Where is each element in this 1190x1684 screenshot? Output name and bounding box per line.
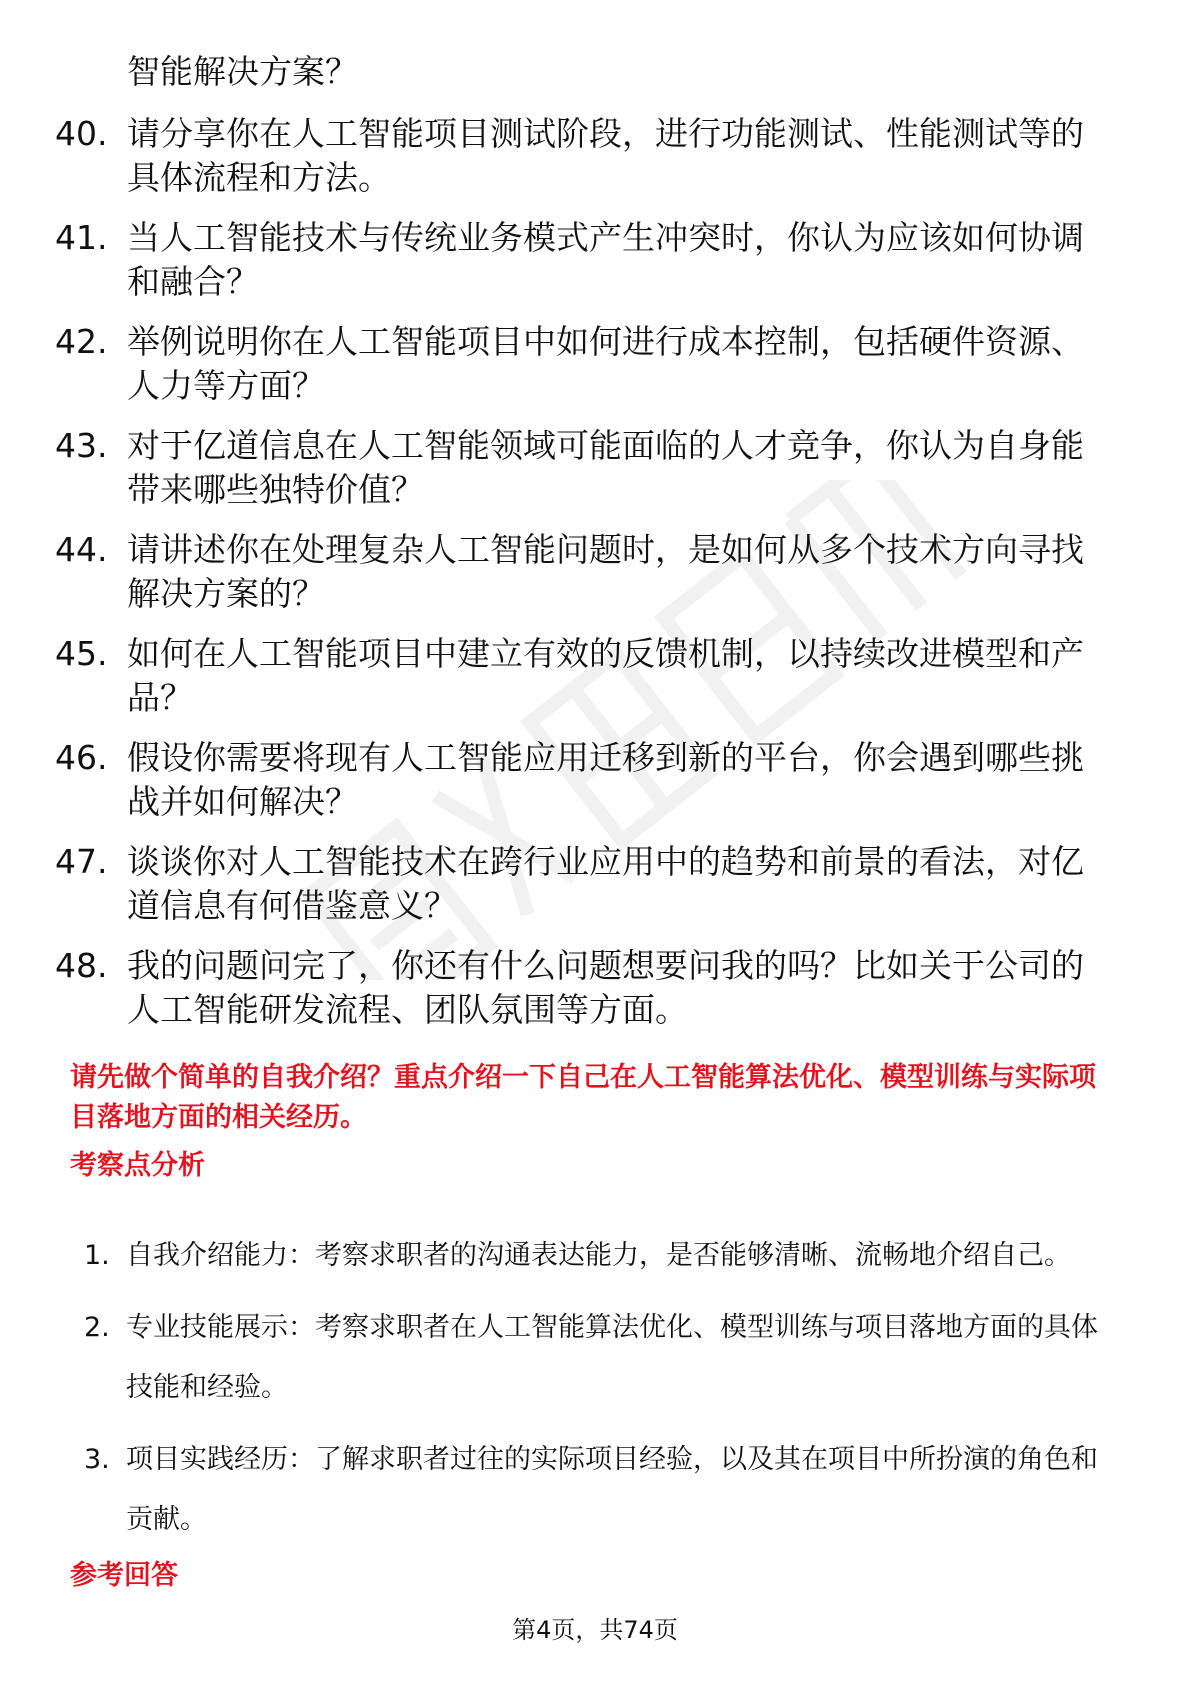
analysis-heading: 考察点分析: [70, 1150, 205, 1181]
reference-answer-heading: 参考回答: [70, 1560, 178, 1591]
question-number: 46.: [55, 738, 108, 777]
question-number: 40.: [55, 114, 108, 153]
question-text: 谈谈你对人工智能技术在跨行业应用中的趋势和前景的看法，对亿道信息有何借鉴意义？: [127, 842, 1084, 925]
question-number: 43.: [55, 426, 108, 465]
analysis-point-text: 专业技能展示：考察求职者在人工智能算法优化、模型训练与项目落地方面的具体技能和经验。: [126, 1312, 1098, 1403]
question-item: [55, 424, 1115, 512]
question-number: 45.: [55, 634, 108, 673]
continued-question-text: 智能解决方案？: [127, 52, 358, 91]
analysis-point-number: 1.: [84, 1240, 110, 1271]
analysis-point-number: 3.: [84, 1444, 110, 1475]
analysis-point-number: 2.: [84, 1312, 110, 1343]
question-item: [55, 216, 1115, 304]
question-text: 请分享你在人工智能项目测试阶段，进行功能测试、性能测试等的具体流程和方法。: [127, 114, 1084, 197]
highlight-question-heading: 请先做个简单的自我介绍？重点介绍一下自己在人工智能算法优化、模型训练与实际项目落地方面的相关经历。: [70, 1062, 1096, 1133]
question-number: 47.: [55, 842, 108, 881]
question-text: 举例说明你在人工智能项目中如何进行成本控制，包括硬件资源、人力等方面？: [127, 322, 1084, 405]
question-item: [55, 112, 1115, 200]
question-number: 48.: [55, 946, 108, 985]
question-number: 44.: [55, 530, 108, 569]
page-footer: 第4页，共74页: [512, 1616, 678, 1644]
analysis-point: [84, 1298, 1124, 1418]
question-item: [55, 736, 1115, 824]
analysis-point: [84, 1226, 1124, 1286]
question-text: 假设你需要将现有人工智能应用迁移到新的平台，你会遇到哪些挑战并如何解决？: [127, 738, 1084, 821]
question-item: [55, 320, 1115, 408]
question-number: 42.: [55, 322, 108, 361]
analysis-point-list: [84, 1226, 1124, 1562]
question-text: 我的问题问完了，你还有什么问题想要问我的吗？比如关于公司的人工智能研发流程、团队氛围等方面。: [127, 946, 1084, 1029]
question-list: [55, 112, 1115, 1048]
question-item: [55, 528, 1115, 616]
question-item: [55, 632, 1115, 720]
question-text: 当人工智能技术与传统业务模式产生冲突时，你认为应该如何协调和融合？: [127, 218, 1084, 301]
analysis-point-text: 项目实践经历：了解求职者过往的实际项目经验，以及其在项目中所扮演的角色和贡献。: [126, 1444, 1098, 1535]
question-item: [55, 840, 1115, 928]
question-text: 对于亿道信息在人工智能领域可能面临的人才竞争，你认为自身能带来哪些独特价值？: [127, 426, 1084, 509]
question-number: 41.: [55, 218, 108, 257]
question-text: 请讲述你在处理复杂人工智能问题时，是如何从多个技术方向寻找解决方案的？: [127, 530, 1084, 613]
analysis-point-text: 自我介绍能力：考察求职者的沟通表达能力，是否能够清晰、流畅地介绍自己。: [126, 1240, 1071, 1271]
question-item: [55, 944, 1115, 1032]
analysis-point: [84, 1430, 1124, 1550]
question-text: 如何在人工智能项目中建立有效的反馈机制，以持续改进模型和产品？: [127, 634, 1084, 717]
